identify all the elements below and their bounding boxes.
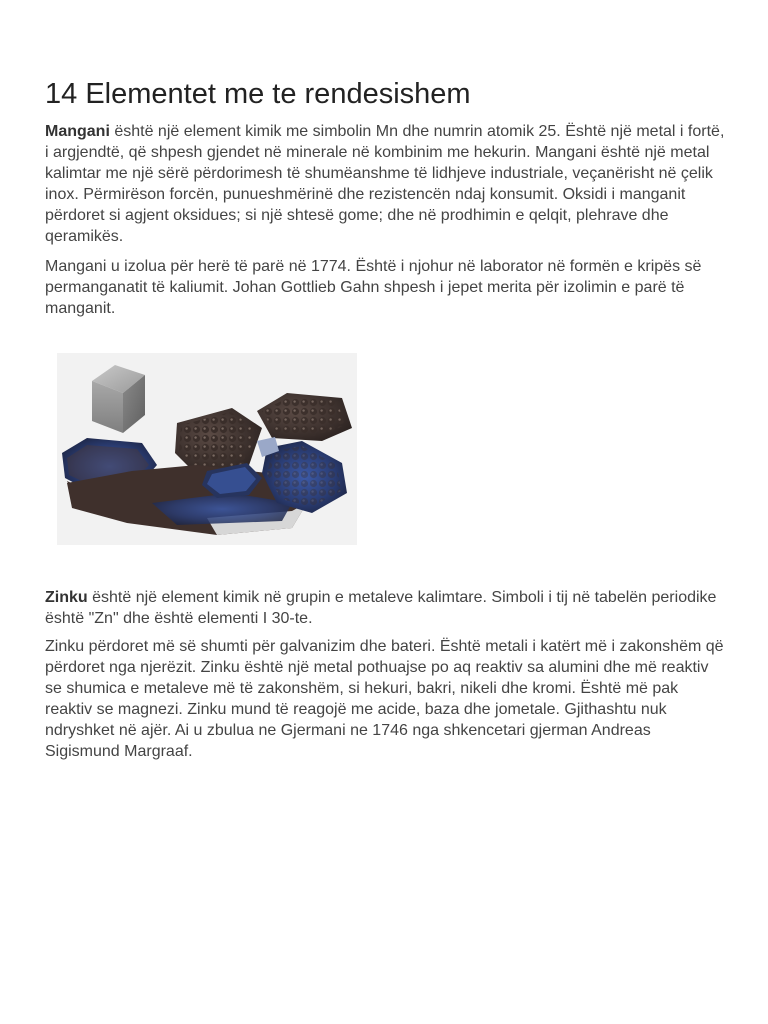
manganese-mineral-illustration xyxy=(57,353,357,545)
manganese-lead-term: Mangani xyxy=(45,123,110,140)
zinc-paragraph-2: Zinku përdoret më së shumti për galvanizim dhe bateri. Është metali i katërt më i zakonshëm që përdoret nga njerëzit. Zinku është një metal pothuajse po aq reaktiv sa alumini dhe më reaktiv se shumica e metaleve më të zakonshëm, si hekuri, bakri, nikeli dhe kromi. Është më pak reaktiv se magnezi. Zinku mund të reagojë me acide, baza dhe jometale. Gjithashtu nuk ndryshket në ajër. Ai u zbulua ne Gjermani ne 1746 nga shkencetari gjerman Andreas Sigismund Margraaf. xyxy=(45,638,724,760)
manganese-paragraph-2: Mangani u izolua për herë të parë në 1774. Është i njohur në laborator në formën e kripës së permanganatit të kaliumit. Johan Gottlieb Gahn shpesh i jepet merita për izolimin e parë të manganit. xyxy=(45,258,702,317)
page-title: 14 Elementet me te rendesishem xyxy=(45,78,471,110)
manganese-mineral-image xyxy=(57,353,357,545)
zinc-lead-term: Zinku xyxy=(45,589,88,606)
zinc-paragraph-1 xyxy=(45,587,725,629)
zinc-paragraph-1-text: është një element kimik në grupin e metaleve kalimtare. Simboli i tij në tabelën periodike është "Zn" dhe është elementi I 30-te. xyxy=(45,589,717,627)
manganese-paragraph-1-text: është një element kimik me simbolin Mn dhe numrin atomik 25. Është një metal i fortë, i argjendtë, që shpesh gjendet në minerale në kombinim me hekurin. Mangani është një metal kalimtar me një sërë përdorimesh të shumëanshme të lidhjeve industriale, veçanërisht në çelik inox. Përmirëson forcën, punueshmërinë dhe rezistencën ndaj konsumit. Oksidi i manganit përdoret si agjent oksidues; si një shtesë gome; dhe në prodhimin e qelqit, plehrave dhe qeramikës. xyxy=(45,123,725,245)
manganese-paragraph-1 xyxy=(45,121,725,247)
